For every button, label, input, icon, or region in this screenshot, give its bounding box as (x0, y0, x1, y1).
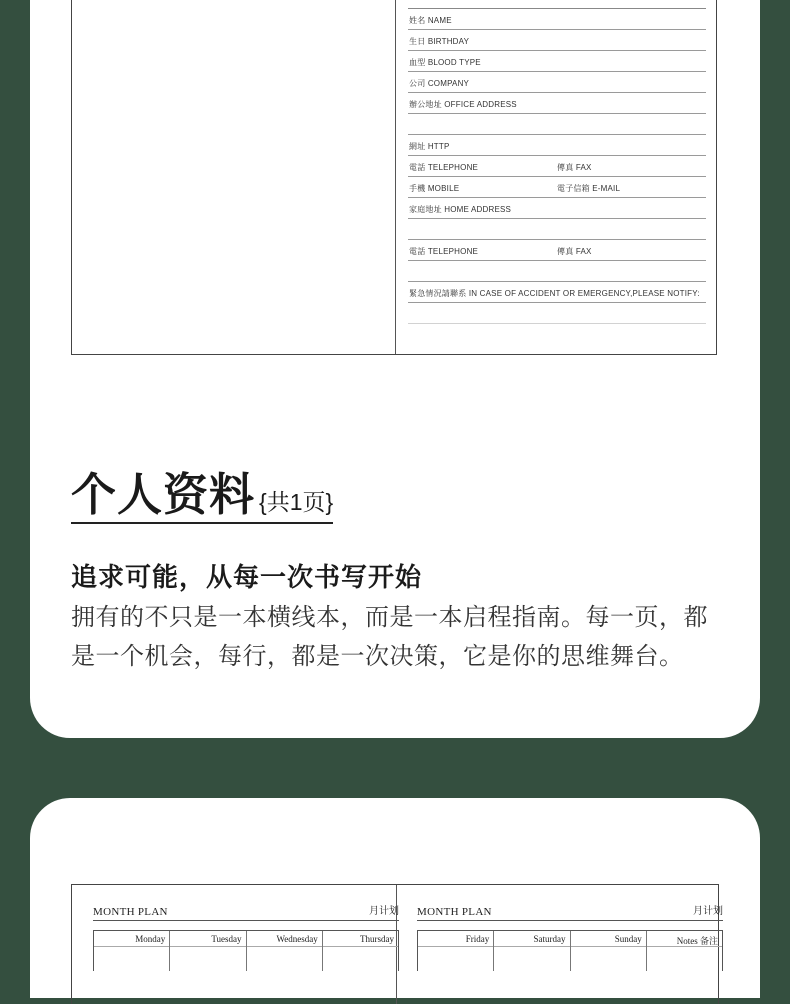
form-field-label: 辦公地址 OFFICE ADDRESS (409, 100, 517, 109)
form-field-label: 公司 COMPANY (409, 79, 470, 88)
month-plan-left-page (93, 885, 399, 971)
form-field-label: 血型 BLOOD TYPE (409, 58, 481, 67)
form-row (408, 72, 706, 93)
weekday-label: Friday (465, 934, 490, 944)
month-plan-title-cn: 月计划 (693, 906, 723, 917)
form-row (408, 177, 706, 198)
weekday-label: Wednesday (276, 934, 318, 944)
form-field-label: 網址 HTTP (409, 142, 450, 151)
section-title: 个人资料 (71, 469, 256, 520)
section-heading (71, 458, 333, 524)
weekday-cell (647, 931, 722, 971)
form-row (408, 135, 706, 156)
weekday-cell (418, 931, 494, 971)
form-field-label: 家庭地址 HOME ADDRESS (409, 205, 512, 214)
notebook-spread-month-plan (71, 884, 723, 1004)
weekday-label: Tuesday (211, 934, 242, 944)
form-row (408, 156, 706, 177)
form-row (408, 282, 706, 303)
form-top-line (408, 0, 706, 9)
form-row (408, 30, 706, 51)
weekday-label: Saturday (533, 934, 566, 944)
profile-form (408, 0, 706, 324)
form-field-label-secondary: 傳真 FAX (557, 247, 592, 256)
weekday-header-row (417, 930, 723, 971)
weekday-label: Notes 备注 (676, 936, 718, 946)
month-plan-title: MONTH PLAN (417, 906, 492, 918)
month-plan-title: MONTH PLAN (93, 906, 168, 918)
weekday-cell (247, 931, 323, 971)
section-body: 拥有的不只是一本横线本，而是一本启程指南。每一页，都是一个机会，每行，都是一次决策，它是你的思维舞台。 (71, 604, 708, 670)
section-page-count: {共1页} (259, 489, 334, 515)
form-field-label: 手機 MOBILE (409, 184, 460, 193)
form-field-label: 電話 TELEPHONE (409, 163, 479, 172)
form-row (408, 261, 706, 282)
form-field-label: 緊急情況請聯系 IN CASE OF ACCIDENT OR EMERGENCY,PLEASE NOTIFY: (409, 289, 700, 298)
form-row (408, 303, 706, 324)
weekday-label: Monday (135, 934, 166, 944)
weekday-cell (494, 931, 570, 971)
section-subtitle: 追求可能，从每一次书写开始 (71, 562, 423, 592)
page-fold (395, 0, 396, 354)
form-row (408, 114, 706, 135)
weekday-header-row (93, 930, 399, 971)
weekday-cell (571, 931, 647, 971)
weekday-cell (323, 931, 398, 971)
form-row (408, 9, 706, 30)
form-row (408, 219, 706, 240)
weekday-cell (94, 931, 170, 971)
month-plan-header (93, 885, 399, 921)
form-field-label: 姓名 NAME (409, 16, 452, 25)
form-field-label-secondary: 傳真 FAX (557, 163, 592, 172)
form-row (408, 240, 706, 261)
product-card-profile (30, 0, 760, 738)
form-row (408, 51, 706, 72)
weekday-label: Sunday (614, 934, 642, 944)
weekday-label: Thursday (360, 934, 394, 944)
form-field-label: 生日 BIRTHDAY (409, 37, 470, 46)
month-plan-header (417, 885, 723, 921)
form-row (408, 93, 706, 114)
form-field-label: 電話 TELEPHONE (409, 247, 479, 256)
product-card-month-plan (30, 798, 760, 998)
form-row (408, 198, 706, 219)
form-field-label-secondary: 電子信箱 E-MAIL (557, 184, 621, 193)
month-plan-title-cn: 月计划 (369, 906, 399, 917)
notebook-spread-profile (71, 0, 717, 355)
weekday-cell (170, 931, 246, 971)
month-plan-right-page (417, 885, 723, 971)
